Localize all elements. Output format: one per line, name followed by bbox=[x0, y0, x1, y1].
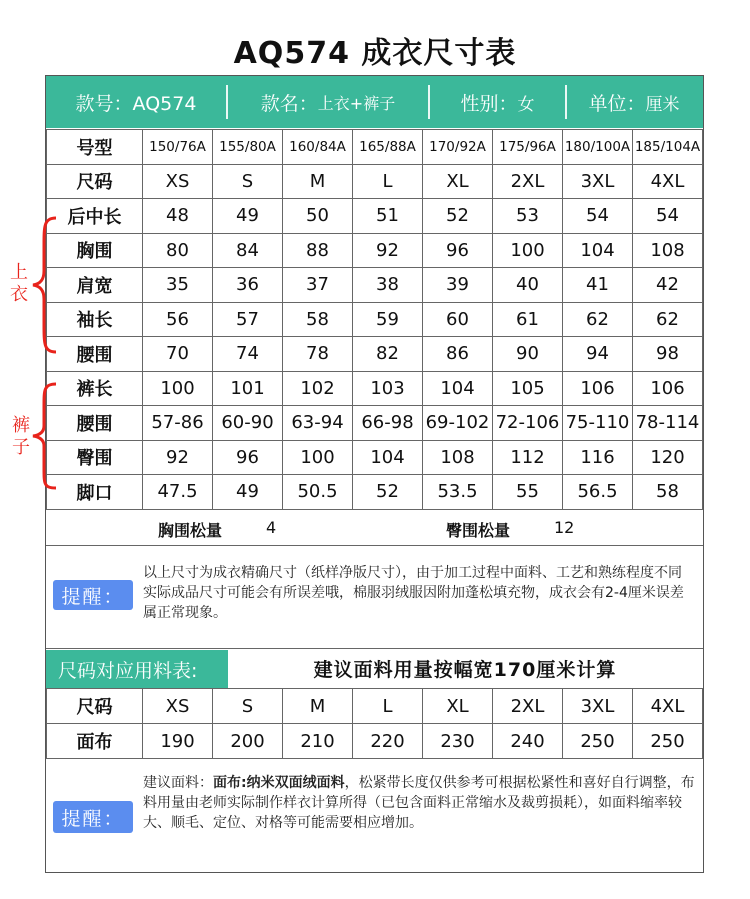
divider bbox=[428, 85, 430, 119]
table-cell: 78 bbox=[283, 337, 353, 372]
table-cell: 96 bbox=[423, 233, 493, 268]
pants-label bbox=[12, 415, 30, 459]
table-cell: 220 bbox=[353, 724, 423, 759]
table-cell: 54 bbox=[633, 199, 703, 234]
table-cell: 75-110 bbox=[563, 406, 633, 441]
table-cell: 82 bbox=[353, 337, 423, 372]
reminder-badge-2: 提醒： bbox=[53, 801, 133, 833]
table-row bbox=[47, 302, 703, 337]
divider bbox=[46, 545, 703, 546]
table-row bbox=[47, 233, 703, 268]
table-cell: 102 bbox=[283, 371, 353, 406]
table-cell: 165/88A bbox=[353, 130, 423, 165]
row-label: 尺码 bbox=[47, 689, 143, 724]
row-label: 腰围 bbox=[47, 406, 143, 441]
table-row bbox=[47, 337, 703, 372]
table-cell: 3XL bbox=[563, 689, 633, 724]
table-cell: 62 bbox=[563, 302, 633, 337]
table-cell: 42 bbox=[633, 268, 703, 303]
table-cell: 72-106 bbox=[493, 406, 563, 441]
table-cell: 250 bbox=[563, 724, 633, 759]
table-cell: 80 bbox=[143, 233, 213, 268]
table-cell: S bbox=[213, 689, 283, 724]
reminder-text: 以上尺寸为成衣精确尺寸（纸样净版尺寸），由于加工过程中面料、工艺和熟练程度不同实际成品尺寸可能会有所误差哦，棉服羽绒服因附加蓬松填充物，成衣会有2-4厘米误差属正常现象。 bbox=[143, 565, 684, 621]
table-row bbox=[47, 475, 703, 510]
table-cell: 51 bbox=[353, 199, 423, 234]
table-cell: 52 bbox=[423, 199, 493, 234]
table-cell: 98 bbox=[633, 337, 703, 372]
table-cell: 40 bbox=[493, 268, 563, 303]
style-number: 款号：AQ574 bbox=[75, 92, 197, 115]
table-cell: 190 bbox=[143, 724, 213, 759]
gender bbox=[430, 76, 565, 128]
row-label: 臀围 bbox=[47, 440, 143, 475]
table-cell: 74 bbox=[213, 337, 283, 372]
row-label: 尺码 bbox=[47, 164, 143, 199]
table-row bbox=[47, 371, 703, 406]
table-cell: 230 bbox=[423, 724, 493, 759]
top-brace-icon bbox=[30, 216, 60, 356]
table-cell: 66-98 bbox=[353, 406, 423, 441]
table-cell: 160/84A bbox=[283, 130, 353, 165]
table-cell: L bbox=[353, 164, 423, 199]
fabric-reminder-bold: 面布:纳米双面绒面料 bbox=[213, 775, 345, 791]
row-label: 胸围 bbox=[47, 233, 143, 268]
table-cell: 240 bbox=[493, 724, 563, 759]
top-garment-label bbox=[10, 262, 28, 306]
table-cell: 170/92A bbox=[423, 130, 493, 165]
table-cell: 104 bbox=[563, 233, 633, 268]
size-table bbox=[46, 129, 703, 510]
table-cell: 250 bbox=[633, 724, 703, 759]
table-cell: 47.5 bbox=[143, 475, 213, 510]
table-cell: 101 bbox=[213, 371, 283, 406]
table-cell: 56.5 bbox=[563, 475, 633, 510]
table-cell: 57 bbox=[213, 302, 283, 337]
gender-label: 性别： bbox=[460, 92, 518, 115]
table-cell: 62 bbox=[633, 302, 703, 337]
table-cell: 112 bbox=[493, 440, 563, 475]
table-cell: 100 bbox=[283, 440, 353, 475]
fabric-reminder-prefix: 建议面料： bbox=[143, 775, 213, 791]
table-cell: 103 bbox=[353, 371, 423, 406]
table-cell: 180/100A bbox=[563, 130, 633, 165]
table-cell: 84 bbox=[213, 233, 283, 268]
table-cell: 39 bbox=[423, 268, 493, 303]
table-cell: 70 bbox=[143, 337, 213, 372]
table-cell: 41 bbox=[563, 268, 633, 303]
chest-looseness-value: 4 bbox=[266, 518, 277, 537]
table-row bbox=[47, 199, 703, 234]
table-row bbox=[47, 406, 703, 441]
table-cell: 60-90 bbox=[213, 406, 283, 441]
table-cell: 63-94 bbox=[283, 406, 353, 441]
table-cell: 96 bbox=[213, 440, 283, 475]
fabric-section-label: 尺码对应用料表: bbox=[46, 650, 228, 688]
table-cell: 4XL bbox=[633, 689, 703, 724]
hip-looseness-value: 12 bbox=[554, 518, 575, 537]
fabric-table bbox=[46, 688, 703, 759]
row-label: 号型 bbox=[47, 130, 143, 165]
table-cell: 78-114 bbox=[633, 406, 703, 441]
row-label: 面布 bbox=[47, 724, 143, 759]
table-cell: 106 bbox=[633, 371, 703, 406]
unit-value: 厘米 bbox=[645, 94, 680, 115]
gender-value: 女 bbox=[517, 94, 535, 115]
table-cell: 69-102 bbox=[423, 406, 493, 441]
fabric-reminder-body: ，松紧带长度仅供参考可根据松紧性和喜好自行调整，布料用量由老师实际制作样衣计算所得（已包含面料正常缩水及裁剪损耗），如面料缩率较大、顺毛、定位、对格等可能需要相应增加。 bbox=[143, 775, 695, 831]
table-cell: 155/80A bbox=[213, 130, 283, 165]
table-cell: S bbox=[213, 164, 283, 199]
row-label: 裤长 bbox=[47, 371, 143, 406]
table-cell: 37 bbox=[283, 268, 353, 303]
table-cell: 49 bbox=[213, 475, 283, 510]
table-row bbox=[47, 724, 703, 759]
table-cell: 38 bbox=[353, 268, 423, 303]
table-cell: 4XL bbox=[633, 164, 703, 199]
table-cell: 57-86 bbox=[143, 406, 213, 441]
table-cell: 200 bbox=[213, 724, 283, 759]
table-row bbox=[47, 164, 703, 199]
table-cell: 88 bbox=[283, 233, 353, 268]
page-title: AQ574 成衣尺寸表 bbox=[233, 36, 517, 71]
table-cell: 105 bbox=[493, 371, 563, 406]
table-cell: 36 bbox=[213, 268, 283, 303]
table-cell: 94 bbox=[563, 337, 633, 372]
table-cell: 52 bbox=[353, 475, 423, 510]
table-cell: 92 bbox=[353, 233, 423, 268]
table-cell: 56 bbox=[143, 302, 213, 337]
fabric-suggestion: 建议面料用量按幅宽170厘米计算 bbox=[313, 659, 617, 681]
table-cell: 100 bbox=[493, 233, 563, 268]
reminder-badge: 提醒： bbox=[53, 580, 133, 610]
table-cell: 92 bbox=[143, 440, 213, 475]
pants-text: 裤子 bbox=[12, 415, 30, 458]
table-cell: 58 bbox=[633, 475, 703, 510]
table-cell: XL bbox=[423, 164, 493, 199]
style-name-label: 款名： bbox=[260, 92, 318, 115]
table-cell: L bbox=[353, 689, 423, 724]
table-cell: 104 bbox=[353, 440, 423, 475]
divider bbox=[226, 85, 228, 119]
table-row bbox=[47, 268, 703, 303]
style-name bbox=[228, 76, 428, 128]
table-cell: 150/76A bbox=[143, 130, 213, 165]
table-cell: 100 bbox=[143, 371, 213, 406]
table-cell: 86 bbox=[423, 337, 493, 372]
table-cell: 108 bbox=[633, 233, 703, 268]
divider bbox=[46, 648, 703, 649]
table-cell: 175/96A bbox=[493, 130, 563, 165]
info-bar bbox=[46, 76, 703, 128]
looseness-row bbox=[46, 510, 703, 544]
table-cell: 35 bbox=[143, 268, 213, 303]
table-cell: M bbox=[283, 164, 353, 199]
row-label: 腰围 bbox=[47, 337, 143, 372]
top-garment-text: 上衣 bbox=[10, 262, 28, 305]
fabric-reminder-text bbox=[143, 773, 695, 833]
row-label: 脚口 bbox=[47, 475, 143, 510]
table-cell: 53.5 bbox=[423, 475, 493, 510]
table-cell: 53 bbox=[493, 199, 563, 234]
table-cell: 49 bbox=[213, 199, 283, 234]
table-cell: 104 bbox=[423, 371, 493, 406]
table-cell: 54 bbox=[563, 199, 633, 234]
table-cell: 106 bbox=[563, 371, 633, 406]
table-cell: 90 bbox=[493, 337, 563, 372]
table-row bbox=[47, 440, 703, 475]
unit-label: 单位： bbox=[588, 92, 646, 115]
table-cell: 3XL bbox=[563, 164, 633, 199]
row-label: 后中长 bbox=[47, 199, 143, 234]
table-cell: 50.5 bbox=[283, 475, 353, 510]
table-cell: 55 bbox=[493, 475, 563, 510]
table-cell: 59 bbox=[353, 302, 423, 337]
style-name-value: 上衣+裤子 bbox=[317, 93, 396, 113]
table-cell: 210 bbox=[283, 724, 353, 759]
table-row bbox=[47, 689, 703, 724]
table-cell: M bbox=[283, 689, 353, 724]
table-cell: 58 bbox=[283, 302, 353, 337]
hip-looseness-label: 臀围松量 bbox=[446, 521, 511, 540]
row-label: 肩宽 bbox=[47, 268, 143, 303]
table-cell: 185/104A bbox=[633, 130, 703, 165]
chest-looseness-label: 胸围松量 bbox=[158, 521, 223, 540]
table-cell: 48 bbox=[143, 199, 213, 234]
table-cell: 61 bbox=[493, 302, 563, 337]
table-cell: 50 bbox=[283, 199, 353, 234]
divider bbox=[565, 85, 567, 119]
table-cell: XS bbox=[143, 164, 213, 199]
pants-brace-icon bbox=[30, 382, 60, 492]
row-label: 袖长 bbox=[47, 302, 143, 337]
table-cell: XL bbox=[423, 689, 493, 724]
table-cell: 108 bbox=[423, 440, 493, 475]
table-cell: 120 bbox=[633, 440, 703, 475]
table-cell: 116 bbox=[563, 440, 633, 475]
table-row bbox=[47, 130, 703, 165]
table-cell: XS bbox=[143, 689, 213, 724]
table-cell: 2XL bbox=[493, 164, 563, 199]
unit bbox=[567, 76, 701, 128]
table-cell: 2XL bbox=[493, 689, 563, 724]
table-cell: 60 bbox=[423, 302, 493, 337]
